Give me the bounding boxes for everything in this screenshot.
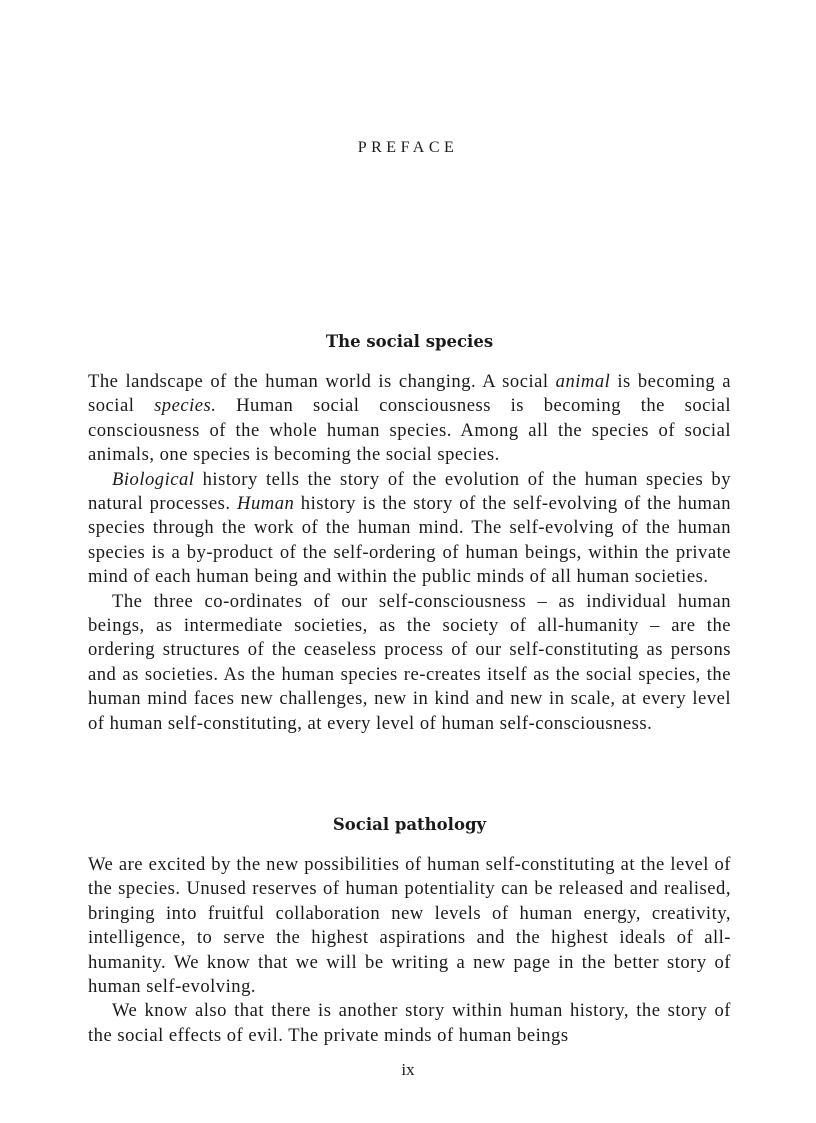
- text-run: Human social consciousness is becoming the social consciousness of the whole human species. Among all the species of social animals, one species is becoming the social species.: [88, 395, 731, 466]
- page-number: ix: [401, 1060, 415, 1079]
- text-run: history tells the story of the evolution of the human species by natural processes.: [88, 468, 731, 515]
- paragraph: [88, 999, 731, 1048]
- text-run: The three co-ordinates of our self-consciousness – as individual human beings, as intermediate societies, as the society of all-humanity – are the ordering structures of the ceaseless process of our self-constituting as persons and as societies. As the human species re-creates itself as the social species, the human mind faces new challenges, new in kind and new in scale, at every level of human self-constituting, at every level of human self-consciousness.: [88, 590, 731, 734]
- text-run: is becoming a social: [88, 371, 732, 417]
- italic-text: species.: [154, 395, 217, 417]
- paragraph: [88, 468, 731, 590]
- section-title-social-pathology: Social pathology: [332, 815, 487, 834]
- section-body-social-pathology: [88, 853, 731, 1048]
- text-run: We are excited by the new possibilities of human self-constituting at the level of the species. Unused reserves of human potentiality can be released and realised, bringing into fruitful collaboration new levels of human energy, creativity, intelligence, to serve the highest aspirations and the highest ideals of all-humanity. We know that we will be writing a new page in the better story of human self-evolving.: [88, 854, 731, 998]
- text-run: We know also that there is another story within human history, the story of the social effects of evil. The private minds of human beings: [88, 1000, 731, 1046]
- italic-text: Human: [237, 493, 295, 515]
- paragraph: [88, 370, 731, 468]
- italic-text: Biological: [112, 468, 195, 490]
- paragraph: [88, 590, 731, 736]
- paragraph: [88, 853, 731, 999]
- italic-text: animal: [555, 371, 611, 392]
- section-body-social-species: [88, 370, 731, 736]
- page-heading: PREFACE: [357, 139, 459, 156]
- section-title-social-species: The social species: [325, 332, 494, 351]
- text-run: The landscape of the human world is changing. A social: [88, 371, 556, 392]
- text-run: history is the story of the self-evolving of the human species through the work of the human mind. The self-evolving of the human species is a by-product of the self-ordering of human beings, within the private mind of each human being and within the public minds of all human societies.: [88, 493, 731, 588]
